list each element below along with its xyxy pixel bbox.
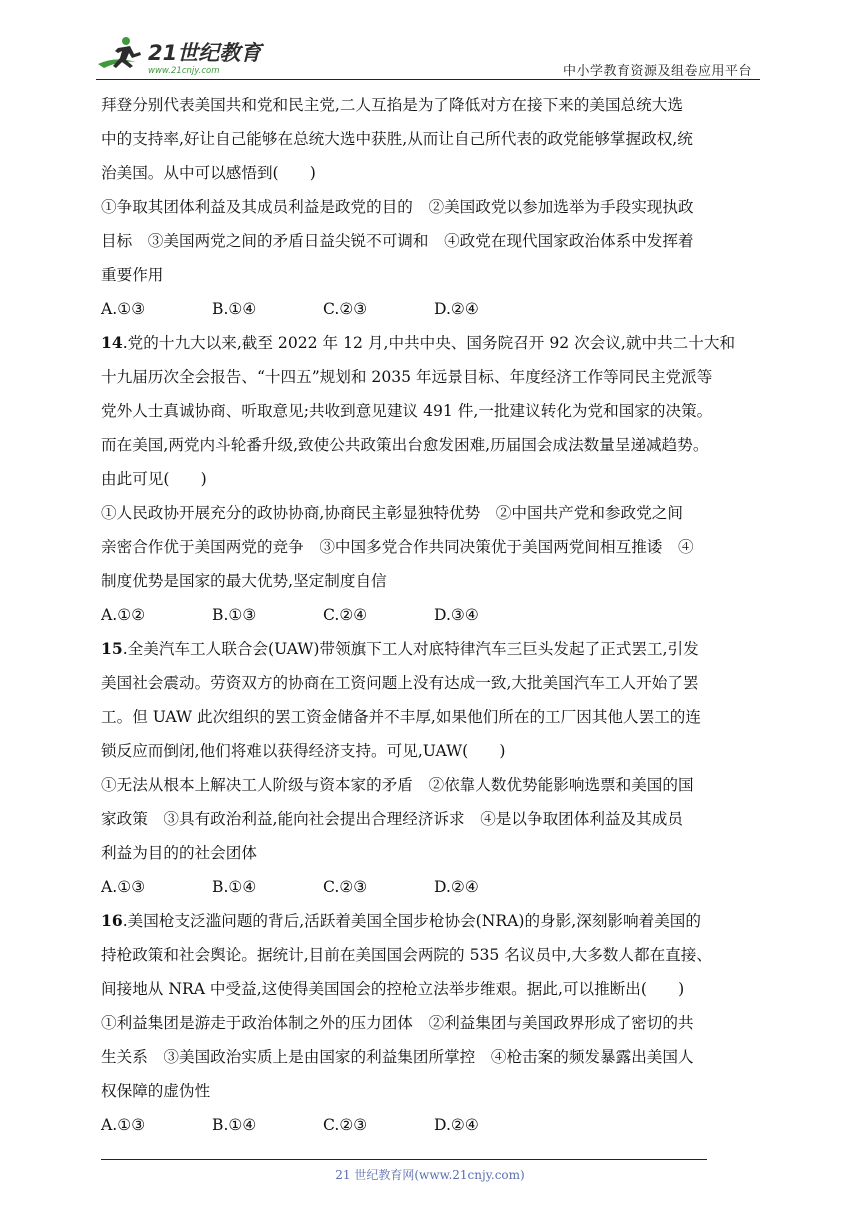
option-c[interactable]: C.②③ xyxy=(323,1116,368,1134)
stem-text: .党的十九大以来,截至 2022 年 12 月,中共中央、国务院召开 92 次会议,就中共二十大和 xyxy=(122,334,736,352)
page-header xyxy=(96,30,760,80)
stem-text: .美国枪支泛滥问题的背后,活跃着美国全国步枪协会(NRA)的身影,深刻影响着美国的 xyxy=(122,912,701,930)
stem-text: .全美汽车工人联合会(UAW)带领旗下工人对底特律汽车三巨头发起了正式罢工,引发 xyxy=(122,640,699,658)
platform-name: 中小学教育资源及组卷应用平台 xyxy=(562,64,752,79)
header-divider xyxy=(96,79,760,80)
option-a[interactable]: A.①③ xyxy=(101,878,146,896)
statement-line: 家政策 ③具有政治利益,能向社会提出合理经济诉求 ④是以争取团体利益及其成员 xyxy=(101,810,683,828)
option-b[interactable]: B.①④ xyxy=(212,1116,257,1134)
statement-line: 生关系 ③美国政治实质上是由国家的利益集团所掌控 ④枪击案的频发暴露出美国人 xyxy=(101,1048,694,1066)
option-d[interactable]: D.②④ xyxy=(434,300,479,318)
statement-line: 权保障的虚伪性 xyxy=(101,1082,211,1100)
statement-line: 目标 ③美国两党之间的矛盾日益尖锐不可调和 ④政党在现代国家政治体系中发挥着 xyxy=(101,232,694,250)
running-man-logo-icon xyxy=(96,34,266,76)
stem-line: 间接地从 NRA 中受益,这使得美国国会的控枪立法举步维艰。据此,可以推断出( ) xyxy=(101,980,685,998)
stem-line: 锁反应而倒闭,他们将难以获得经济支持。可见,UAW( ) xyxy=(101,742,506,760)
statement-line: 重要作用 xyxy=(101,266,164,284)
option-b[interactable]: B.①③ xyxy=(212,606,257,624)
question-14 xyxy=(101,326,769,632)
stem-line: 党外人士真诚协商、听取意见;共收到意见建议 491 件,一批建议转化为党和国家的决策。 xyxy=(101,402,713,420)
svg-text:www.21cnjy.com: www.21cnjy.com xyxy=(148,66,220,76)
statement-line: 制度优势是国家的最大优势,坚定制度自信 xyxy=(101,572,387,590)
stem-line: 工。但 UAW 此次组织的罢工资金储备并不丰厚,如果他们所在的工厂因其他人罢工的连 xyxy=(101,708,701,726)
stem-line: 美国社会震动。劳资双方的协商在工资问题上没有达成一致,大批美国汽车工人开始了罢 xyxy=(101,674,699,692)
question-16 xyxy=(101,904,769,1142)
answer-options xyxy=(101,292,769,326)
statement-line: ①人民政协开展充分的政协协商,协商民主彰显独特优势 ②中国共产党和参政党之间 xyxy=(101,504,683,522)
option-c[interactable]: C.②③ xyxy=(323,878,368,896)
question-number: 15 xyxy=(101,639,123,658)
stem-line: 十九届历次全会报告、“十四五”规划和 2035 年远景目标、年度经济工作等同民主党派等 xyxy=(101,368,713,386)
option-d[interactable]: D.③④ xyxy=(434,606,479,624)
page-footer: 21 世纪教育网(www.21cnjy.com) xyxy=(335,1168,525,1182)
option-a[interactable]: A.①③ xyxy=(101,1116,146,1134)
svg-text:21世纪教育: 21世纪教育 xyxy=(148,41,262,65)
statement-line: ①无法从根本上解决工人阶级与资本家的矛盾 ②依靠人数优势能影响选票和美国的国 xyxy=(101,776,694,794)
stem-line: 由此可见( ) xyxy=(101,470,207,488)
stem-line: 拜登分别代表美国共和党和民主党,二人互掐是为了降低对方在接下来的美国总统大选 xyxy=(101,96,683,114)
option-c[interactable]: C.②④ xyxy=(323,606,368,624)
option-a[interactable]: A.①② xyxy=(101,606,146,624)
question-15 xyxy=(101,632,769,904)
option-b[interactable]: B.①④ xyxy=(212,300,257,318)
site-logo xyxy=(96,34,266,76)
option-d[interactable]: D.②④ xyxy=(434,1116,479,1134)
answer-options xyxy=(101,1108,769,1142)
option-a[interactable]: A.①③ xyxy=(101,300,146,318)
stem-line: 持枪政策和社会舆论。据统计,目前在美国国会两院的 535 名议员中,大多数人都在直接、 xyxy=(101,946,712,964)
question-number: 14 xyxy=(101,333,123,352)
statement-line: ①争取其团体利益及其成员利益是政党的目的 ②美国政党以参加选举为手段实现执政 xyxy=(101,198,694,216)
question-number: 16 xyxy=(101,911,123,930)
answer-options xyxy=(101,598,769,632)
footer-divider xyxy=(101,1159,707,1160)
option-c[interactable]: C.②③ xyxy=(323,300,368,318)
stem-line xyxy=(101,326,769,360)
stem-line: 治美国。从中可以感悟到( ) xyxy=(101,164,316,182)
stem-line: 中的支持率,好让自己能够在总统大选中获胜,从而让自己所代表的政党能够掌握政权,统 xyxy=(101,130,693,148)
answer-options xyxy=(101,870,769,904)
statement-line: ①利益集团是游走于政治体制之外的压力团体 ②利益集团与美国政界形成了密切的共 xyxy=(101,1014,694,1032)
stem-line: 而在美国,两党内斗轮番升级,致使公共政策出台愈发困难,历届国会成法数量呈递减趋势。 xyxy=(101,436,709,454)
question-content xyxy=(101,88,769,1142)
stem-line xyxy=(101,904,769,938)
option-d[interactable]: D.②④ xyxy=(434,878,479,896)
stem-line xyxy=(101,632,769,666)
option-b[interactable]: B.①④ xyxy=(212,878,257,896)
question-13-continuation xyxy=(101,88,769,326)
statement-line: 亲密合作优于美国两党的竞争 ③中国多党合作共同决策优于美国两党间相互推诿 ④ xyxy=(101,538,694,556)
statement-line: 利益为目的的社会团体 xyxy=(101,844,257,862)
